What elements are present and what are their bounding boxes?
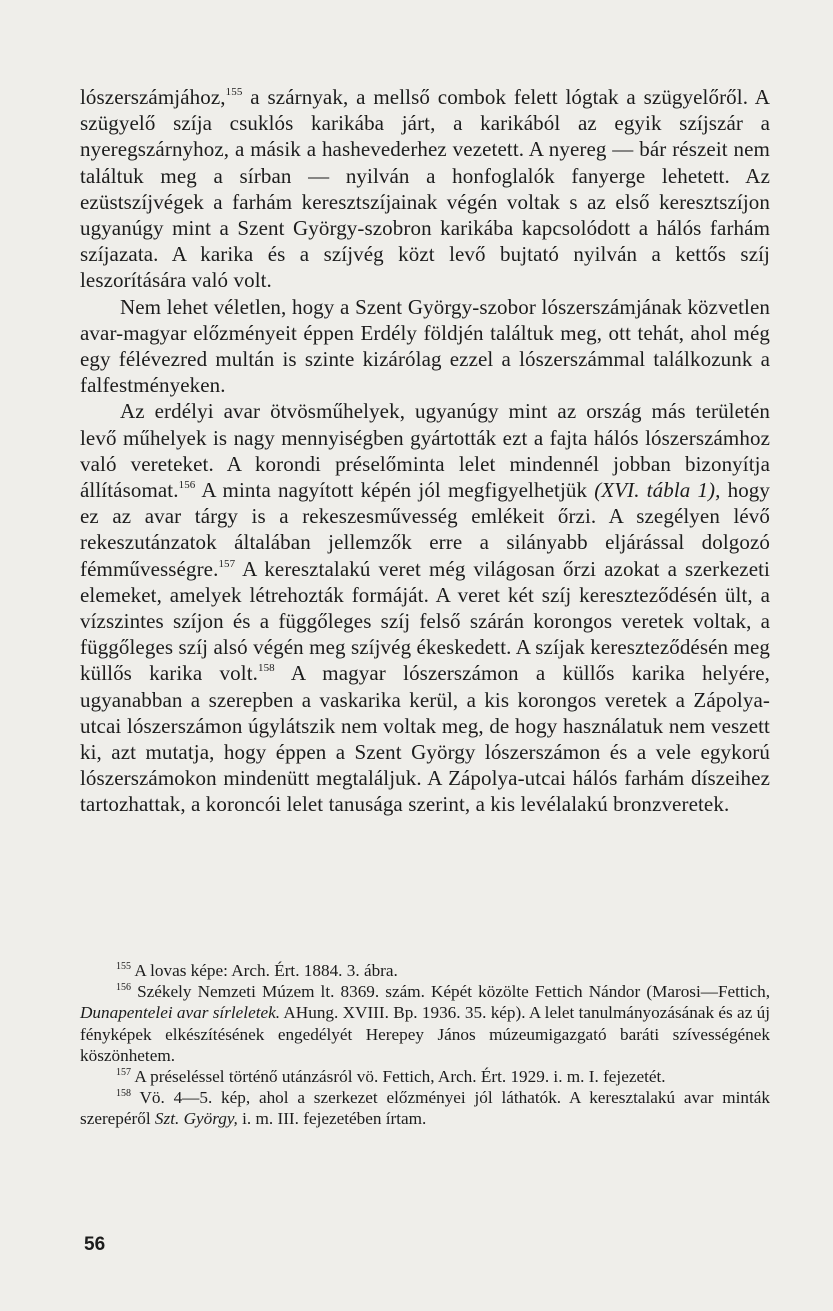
footnote-ref-157: 157 — [218, 557, 236, 570]
plate-reference: (XVI. tábla 1), — [594, 478, 721, 503]
footnote-156: $^{156}$ Székely Nemzeti Múzem lt. 8369. szám. Képét közölte Fettich Nándor (Marosi—Fettich, Dunapentelei avar sírleletek. AHung. XVIII. Bp. 1936. 35. kép). A lelet tanulmányozásának és az új fényképek elkészítésének engedélyét Herepey János múzeumigazgató baráti szívességének köszönhetem. — [80, 982, 771, 1065]
footnote-ref-158: 158 — [257, 662, 275, 675]
paragraph-1: lószerszámjához,$^{155}$ a szárnyak, a mellső combok felett lógtak a szügyelőről. A szügyelő szíja csuklós karikába járt, a karikából az egyik szíjszár a nyeregszárnyhoz, a másik a hashevederhez vezetett. A nyereg — bár részeit nem találtuk meg a sírban — nyilván a honfoglalók fanyerge lehetett. Az ezüstszíjvégek a farhám keresztszíjainak végén voltak s az első keresztszíjon ugyanúgy mint a Szent György-szobron karikába kapcsolódott a hálós farhám szíjazata. A karika és a szíjvég közt levő bujtató nyilván a kettős szíj leszorítására való volt. — [80, 85, 770, 293]
footnote-157: $^{157}$ A préseléssel történő utánzásról vö. Fettich, Arch. Ért. 1929. i. m. I. fejezetét. — [116, 1067, 666, 1087]
footnote-ref-155: 155 — [225, 86, 243, 98]
page-number: 56 — [84, 1234, 106, 1255]
footnote-ref-156: 156 — [178, 479, 196, 492]
main-text — [80, 84, 770, 818]
footnote-155: $^{155}$ A lovas képe: Arch. Ért. 1884. 3. ábra. — [116, 961, 398, 980]
paragraph-3: Az erdélyi avar ötvösműhelyek, ugyanúgy mint az ország más területén levő műhelyek is nagy mennyiségben gyártották ezt a fajta hálós lószerszámhoz való vereteket. A korondi préselőminta lelet mindennél jobban bizonyítja állításomat.$^{156}$ A minta nagyított képén jól megfigyelhetjük (XVI. tábla 1), hogy ez az avar tárgy is a rekeszesművesség emlékeit őrzi. A szegélyen lévő rekeszutánzatok általában jellemzők erre a silányabb eljárással dolgozó fémművességre.$^{157}$ A keresztalakú veret még világosan őrzi azokat a szerkezeti elemeket, amelyek létrehozták formáját. A veret két szíj kereszteződésén ült, a vízszintes szíjon és a függőleges szíj felső szárán korongos veretek voltak, a függőleges szíj alsó végén meg szíjvég ékeskedett. A szíjak kereszteződésén meg küllős karika volt.$^{158}$ A magyar lószerszámon a küllős karika helyére, ugyanabban a szerepben a vaskarika kerül, a kis korongos veretek a Zápolya-utcai lószerszámon úgylátszik nem voltak meg, de hogy használatuk nem veszett ki, azt mutatja, hogy éppen a Szent György lószerszámon és a vele egykorú lószerszámokon mindenütt megtaláljuk. A Zápolya-utcai hálós farhám díszeihez tartozhattak, a koroncói lelet tanusága szerint, a kis levélalakú bronzveretek. — [80, 399, 770, 817]
footnote-158: $^{158}$ Vö. 4—5. kép, ahol a szerkezet előzményei jól láthatók. A keresztalakú avar minták szerepéről Szt. György, i. m. III. fejezetében írtam. — [80, 1088, 770, 1129]
paragraph-2: Nem lehet véletlen, hogy a Szent György-szobor lószerszámjának közvetlen avar-magyar előzményeit éppen Erdély földjén találtuk meg, ott tehát, ahol még egy félévezred multán is szinte kizárólag ezzel a lószerszámmal találkozunk a falfestményeken. — [80, 294, 770, 398]
footnotes — [80, 960, 770, 1130]
